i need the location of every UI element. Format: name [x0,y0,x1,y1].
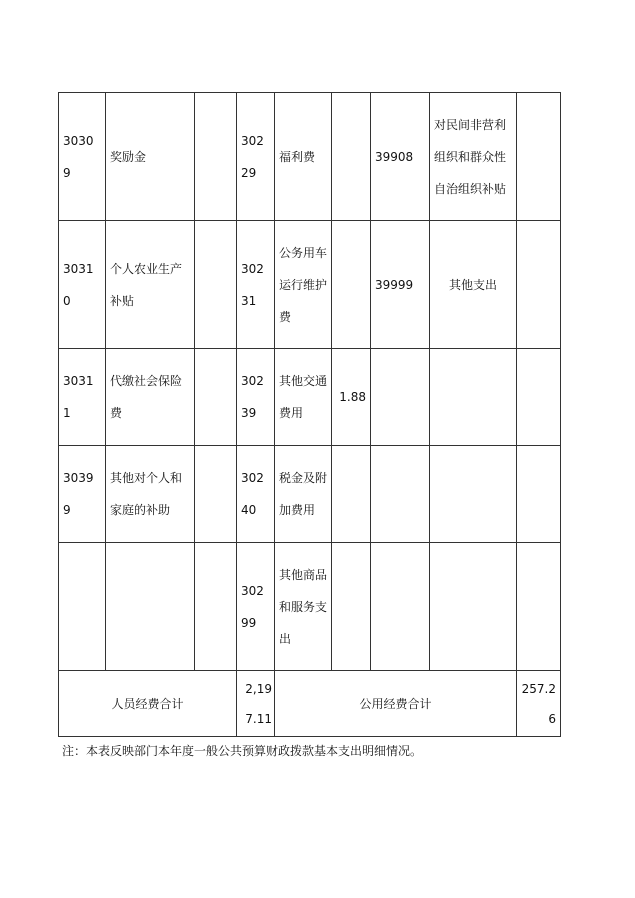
other-name-cell: 其他支出 [430,221,517,349]
personnel-code-cell [59,543,106,671]
personnel-name-cell: 代缴社会保险费 [106,349,195,446]
public-amount-cell [332,93,371,221]
table-row [59,543,561,671]
personnel-code-cell: 30309 [59,93,106,221]
public-amount-cell [332,446,371,543]
other-name-cell [430,543,517,671]
other-code-cell [371,349,430,446]
personnel-code-cell: 30311 [59,349,106,446]
other-amount-cell [517,446,561,543]
table-row [59,221,561,349]
public-code-cell: 30299 [237,543,275,671]
other-amount-cell [517,93,561,221]
other-name-cell [430,349,517,446]
other-code-cell [371,543,430,671]
other-code-cell: 39999 [371,221,430,349]
public-name-cell: 公务用车运行维护费 [275,221,332,349]
public-code-cell: 30239 [237,349,275,446]
personnel-amount-cell [195,446,237,543]
public-total-value: 257.26 [517,671,561,737]
public-amount-cell: 1.88 [332,349,371,446]
personnel-amount-cell [195,93,237,221]
other-amount-cell [517,543,561,671]
other-code-cell [371,446,430,543]
table-row [59,93,561,221]
public-amount-cell [332,221,371,349]
personnel-code-cell: 30399 [59,446,106,543]
expenditure-detail-table [58,92,561,737]
personnel-total-label: 人员经费合计 [59,671,237,737]
public-code-cell: 30231 [237,221,275,349]
public-total-label: 公用经费合计 [275,671,517,737]
public-name-cell: 其他交通费用 [275,349,332,446]
personnel-amount-cell [195,221,237,349]
other-amount-cell [517,221,561,349]
personnel-name-cell: 奖励金 [106,93,195,221]
public-code-cell: 30240 [237,446,275,543]
other-amount-cell [517,349,561,446]
personnel-total-value: 2,197.11 [237,671,275,737]
public-code-cell: 30229 [237,93,275,221]
table-row [59,446,561,543]
totals-row [59,671,561,737]
personnel-code-cell: 30310 [59,221,106,349]
personnel-amount-cell [195,349,237,446]
personnel-name-cell: 其他对个人和家庭的补助 [106,446,195,543]
personnel-amount-cell [195,543,237,671]
public-name-cell: 税金及附加费用 [275,446,332,543]
table-row [59,349,561,446]
other-name-cell: 对民间非营利组织和群众性自治组织补贴 [430,93,517,221]
other-code-cell: 39908 [371,93,430,221]
public-name-cell: 福利费 [275,93,332,221]
public-name-cell: 其他商品和服务支出 [275,543,332,671]
public-amount-cell [332,543,371,671]
other-name-cell [430,446,517,543]
personnel-name-cell [106,543,195,671]
table-footnote: 注：本表反映部门本年度一般公共预算财政拨款基本支出明细情况。 [62,744,423,758]
personnel-name-cell: 个人农业生产补贴 [106,221,195,349]
